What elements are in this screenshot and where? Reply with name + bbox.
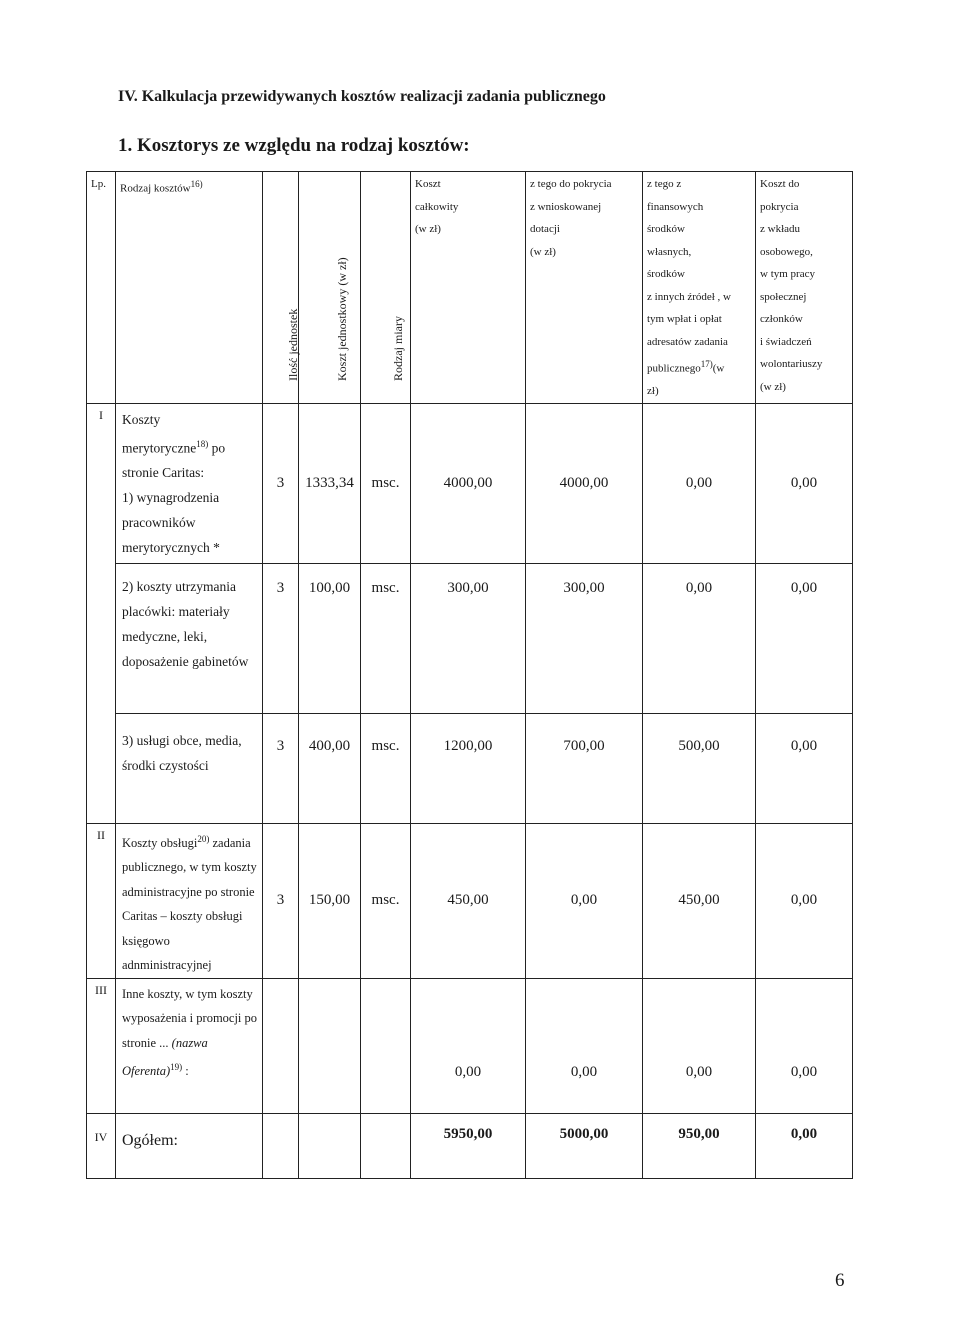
miara-cell: msc. <box>361 823 411 978</box>
table-row <box>87 978 853 1113</box>
wlasne-cell: 500,00 <box>643 713 756 823</box>
table-row <box>87 713 853 823</box>
koszt-jedn-cell: 1333,34 <box>299 403 361 563</box>
section-title: IV. Kalkulacja przewidywanych kosztów realizacji zadania publicznego <box>118 88 606 105</box>
empty-cell <box>361 1113 411 1178</box>
header-dotacja: z tego do pokrycia z wnioskowanej dotacji (w zł) <box>526 172 643 404</box>
empty-cell <box>361 978 411 1113</box>
desc-cell: 3) usługi obce, media, środki czystości <box>116 713 263 823</box>
dotacja-cell: 300,00 <box>526 563 643 713</box>
dotacja-cell: 700,00 <box>526 713 643 823</box>
empty-cell <box>263 978 299 1113</box>
calk-cell: 1200,00 <box>411 713 526 823</box>
wklad-cell: 0,00 <box>756 978 853 1113</box>
miara-cell: msc. <box>361 403 411 563</box>
table-row <box>87 823 853 978</box>
desc-cell: Koszty obsługi$^{20)}$ zadania publicznego, w tym koszty administracyjne po stronie Caritas – koszty obsługi księgowo adnministracyjnej <box>116 823 263 978</box>
wlasne-cell: 450,00 <box>643 823 756 978</box>
empty-cell <box>299 1113 361 1178</box>
lp-cell: IV <box>87 1113 116 1178</box>
subsection-title: 1. Kosztorys ze względu na rodzaj kosztów: <box>118 135 470 156</box>
koszt-jedn-cell: 150,00 <box>299 823 361 978</box>
cost-table <box>86 171 853 1179</box>
wlasne-cell: 0,00 <box>643 563 756 713</box>
header-rodzaj: Rodzaj kosztów$^{16)}$ <box>116 172 263 404</box>
wklad-cell: 0,00 <box>756 403 853 563</box>
lp-cell: I <box>87 403 116 823</box>
wklad-cell: 0,00 <box>756 713 853 823</box>
desc-cell: 2) koszty utrzymania placówki: materiały medyczne, leki, doposażenie gabinetów <box>116 563 263 713</box>
table-row <box>87 563 853 713</box>
empty-cell <box>263 1113 299 1178</box>
header-koszt-jedn: Koszt jednostkowy (w zł) <box>299 172 361 404</box>
dotacja-cell: 4000,00 <box>526 403 643 563</box>
header-srodki-wlasne: z tego z finansowych środków własnych, środków z innych źródeł , w tym wpłat i opłat adresatów zadania publicznego$^{17)}$(w zł) <box>643 172 756 404</box>
ilosc-cell: 3 <box>263 713 299 823</box>
desc-cell: Inne koszty, w tym koszty wyposażenia i promocji po stronie ... (nazwa Oferenta)$^{19)}$ : <box>116 978 263 1113</box>
page-number: 6 <box>835 1270 845 1291</box>
total-row <box>87 1113 853 1178</box>
header-koszt-calk: Koszt całkowity (w zł) <box>411 172 526 404</box>
wklad-cell: 0,00 <box>756 563 853 713</box>
header-lp: Lp. <box>87 172 116 404</box>
ilosc-cell: 3 <box>263 403 299 563</box>
calk-cell: 0,00 <box>411 978 526 1113</box>
wklad-total: 0,00 <box>756 1113 853 1178</box>
wlasne-cell: 0,00 <box>643 978 756 1113</box>
desc-cell: Koszty merytoryczne$^{18)}$ po stronie Caritas: 1) wynagrodzenia pracowników merytorycznych * <box>116 403 263 563</box>
koszt-jedn-cell: 400,00 <box>299 713 361 823</box>
ilosc-cell: 3 <box>263 563 299 713</box>
total-label: Ogółem: <box>116 1113 263 1178</box>
calk-cell: 300,00 <box>411 563 526 713</box>
ilosc-cell: 3 <box>263 823 299 978</box>
calk-cell: 450,00 <box>411 823 526 978</box>
header-rodzaj-miary: Rodzaj miary <box>361 172 411 404</box>
lp-cell: II <box>87 823 116 978</box>
miara-cell: msc. <box>361 563 411 713</box>
wklad-cell: 0,00 <box>756 823 853 978</box>
dotacja-cell: 0,00 <box>526 978 643 1113</box>
calk-total: 5950,00 <box>411 1113 526 1178</box>
calk-cell: 4000,00 <box>411 403 526 563</box>
header-row <box>87 172 853 404</box>
table-row <box>87 403 853 563</box>
dotacja-cell: 0,00 <box>526 823 643 978</box>
miara-cell: msc. <box>361 713 411 823</box>
wlasne-cell: 0,00 <box>643 403 756 563</box>
dotacja-total: 5000,00 <box>526 1113 643 1178</box>
lp-cell: III <box>87 978 116 1113</box>
empty-cell <box>299 978 361 1113</box>
header-ilosc: Ilość jednostek <box>263 172 299 404</box>
header-wklad: Koszt do pokrycia z wkładu osobowego, w tym pracy społecznej członków i świadczeń wolontariuszy (w zł) <box>756 172 853 404</box>
wlasne-total: 950,00 <box>643 1113 756 1178</box>
koszt-jedn-cell: 100,00 <box>299 563 361 713</box>
